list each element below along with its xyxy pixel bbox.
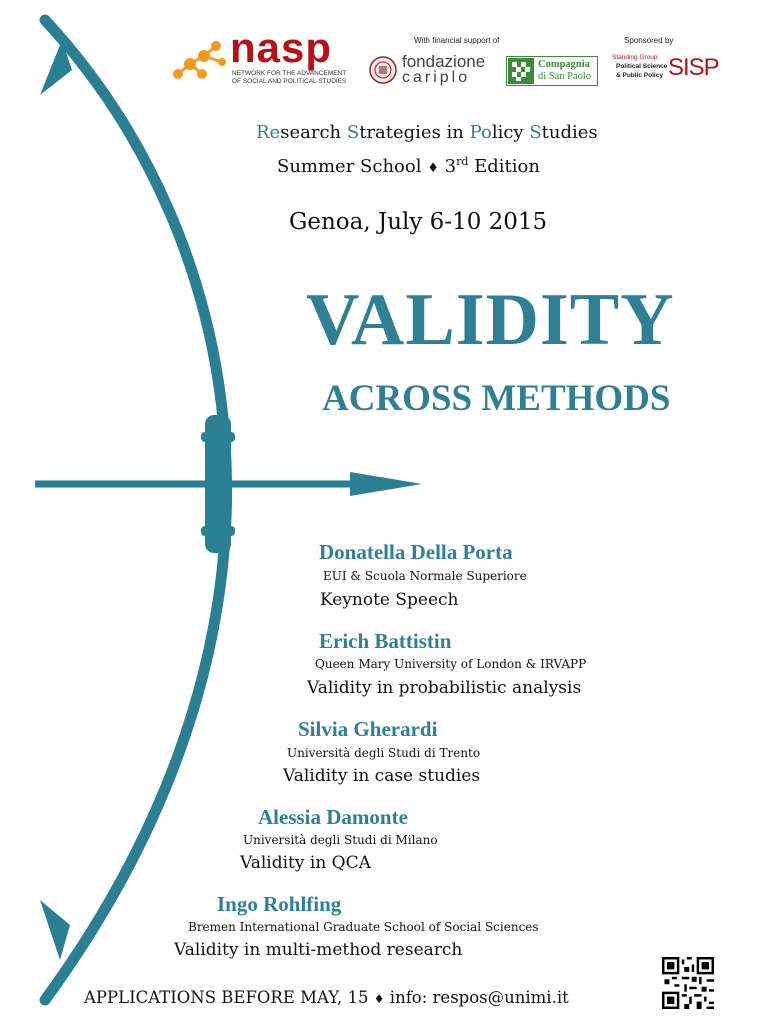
title-part: licy [491,122,530,143]
speaker-talk: Validity in QCA [240,853,371,873]
speaker-name: Silvia Gherardi [298,717,438,741]
sisp-line-3: & Public Policy [616,72,663,79]
nasp-molecule-icon [170,34,232,86]
speaker-name: Ingo Rohlfing [217,892,342,916]
title-part: tudies [541,122,598,143]
sub-title: ACROSS METHODS [322,378,671,419]
fondazione-cariplo-logo [368,52,498,88]
sisp-logo [612,54,719,86]
speaker-name: Erich Battistin [319,629,452,653]
fondazione-seal-icon [368,55,398,85]
sisp-line-1: Standing Group [612,54,658,61]
speaker-name: Alessia Damonte [258,805,408,829]
fondazione-word: fondazione [402,52,486,71]
nasp-tagline-1: NETWORK FOR THE ADVANCEMENT [232,70,347,77]
speaker-talk: Keynote Speech [320,590,459,610]
cariplo-word: cariplo [402,69,471,86]
sisp-line-2: Political Science [616,63,668,70]
applications-deadline: APPLICATIONS BEFORE MAY, 15 [84,988,369,1007]
main-title: VALIDITY [306,279,675,361]
school-title [256,122,598,143]
compagnia-line-1: Compagnia [538,59,590,70]
title-part: Po [469,122,492,143]
speaker-talk: Validity in case studies [283,766,481,786]
nasp-logo [170,24,360,88]
diamond-icon: ♦ [427,161,439,176]
title-part: S [529,122,542,143]
speaker-talk: Validity in multi-method research [174,940,463,960]
edition-word: Edition [474,156,540,177]
sisp-mark: SISP [668,54,719,81]
speaker-affiliation: Università degli Studi di Milano [243,833,438,847]
edition-line [277,155,540,177]
speaker-name: Donatella Della Porta [319,540,513,564]
nasp-tagline-2: OF SOCIAL AND POLITICAL STUDIES [232,78,347,85]
compagnia-line-2: di San Paolo [538,71,592,82]
speaker-affiliation: Bremen International Graduate School of Social Sciences [188,920,539,934]
edition-suffix: rd [456,155,469,168]
compagnia-checker-icon [508,58,534,84]
title-part: search [280,122,347,143]
financial-support-label: With financial support of [414,36,500,45]
contact-email[interactable]: info: respos@unimi.it [389,988,569,1007]
speaker-affiliation: Queen Mary University of London & IRVAPP [315,657,587,671]
compagnia-san-paolo-logo [506,56,598,86]
location-date: Genoa, July 6-10 2015 [289,209,548,235]
qr-code-icon[interactable] [662,957,714,1009]
speaker-affiliation: Università degli Studi di Trento [287,746,481,760]
nasp-wordmark: nasp [230,24,333,71]
sponsored-by-label: Sponsored by [624,36,674,45]
diamond-icon: ♦ [373,992,385,1006]
title-part: Re [256,122,281,143]
speaker-talk: Validity in probabilistic analysis [307,678,582,698]
footer-line [84,988,569,1007]
title-part: S [346,122,360,143]
title-part: trategies in [359,122,470,143]
edition-number: 3 [444,156,457,177]
speaker-affiliation: EUI & Scuola Normale Superiore [323,569,527,583]
edition-prefix: Summer School [277,156,422,177]
